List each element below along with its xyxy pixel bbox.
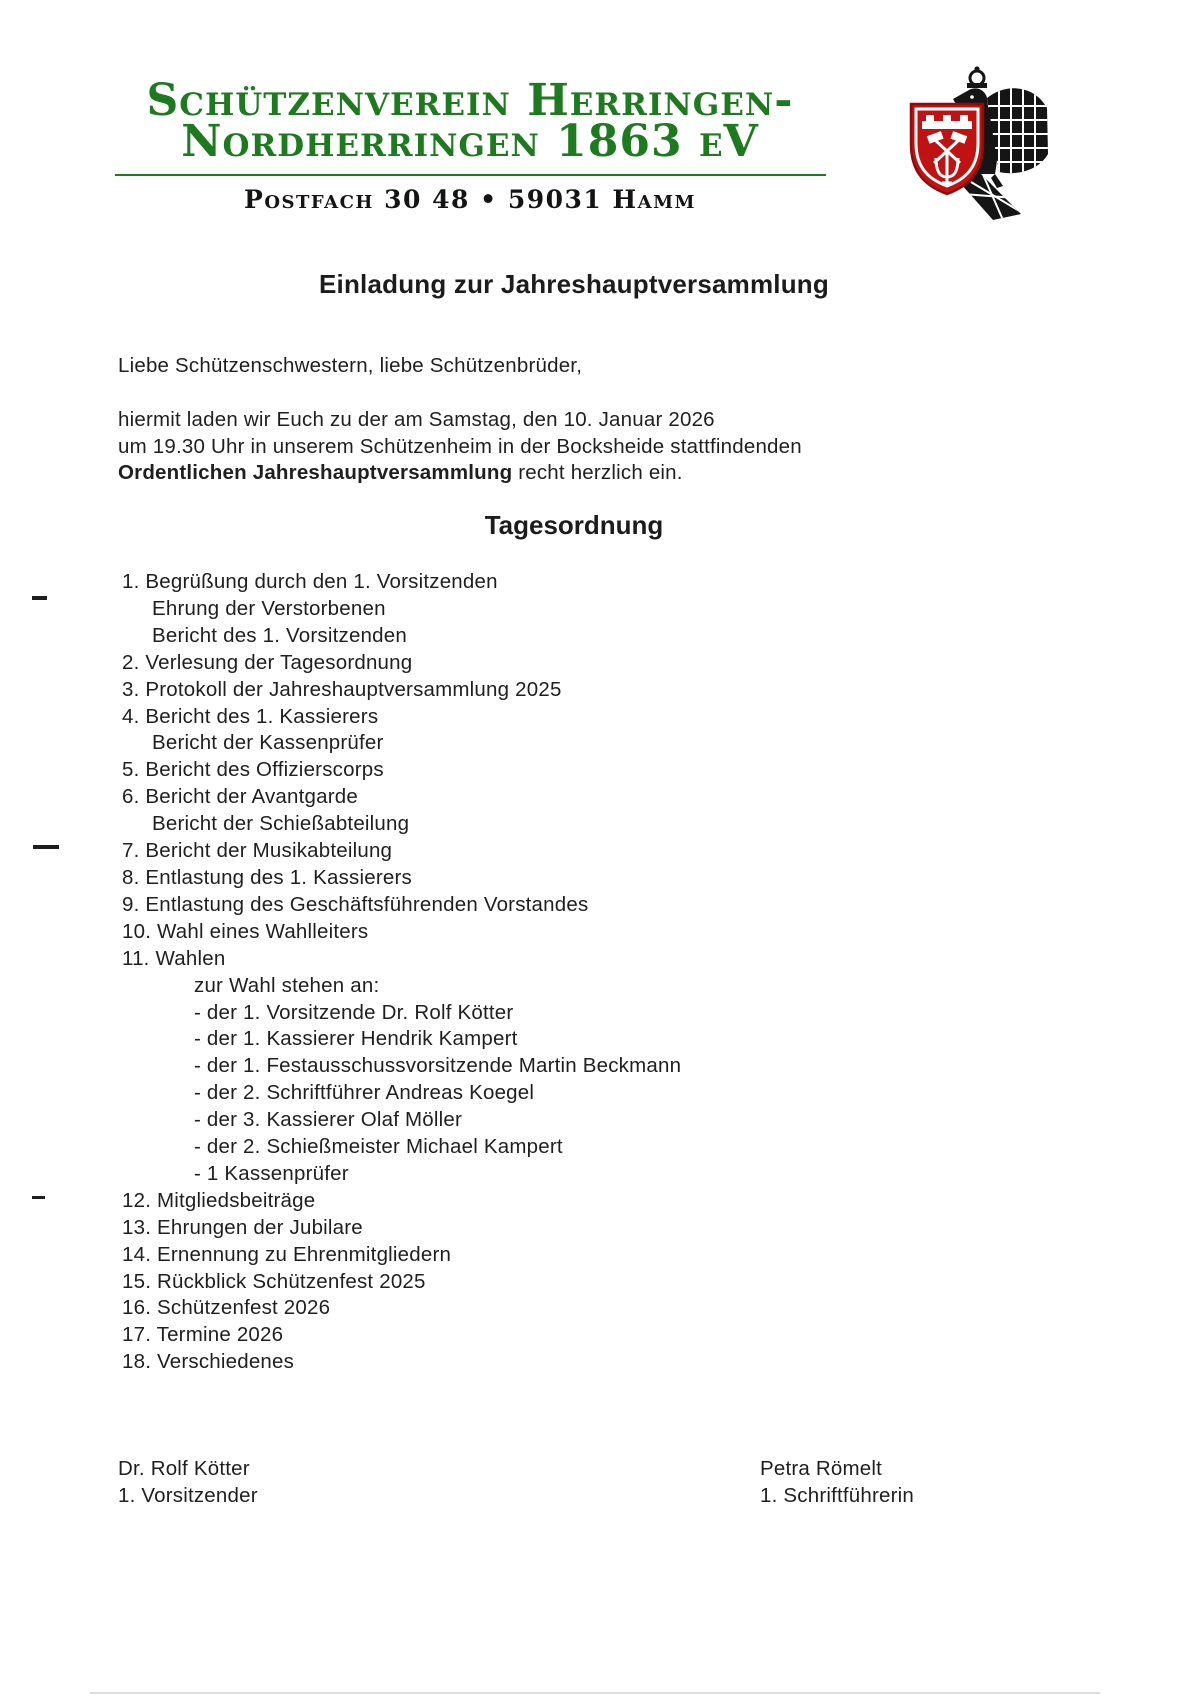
agenda-title: Tagesordnung xyxy=(484,510,664,540)
agenda-item: - der 1. Vorsitzende Dr. Rolf Kötter xyxy=(194,1000,514,1024)
agenda-item: 2. Verlesung der Tagesordnung xyxy=(122,650,413,674)
signature-left-role: 1. Vorsitzender xyxy=(118,1484,258,1507)
agenda-item: - 1 Kassenprüfer xyxy=(194,1161,349,1185)
agenda-item: 8. Entlastung des 1. Kassierers xyxy=(122,865,412,889)
agenda-item: 3. Protokoll der Jahreshauptversammlung 2025 xyxy=(122,677,562,701)
agenda-item: Bericht der Schießabteilung xyxy=(152,812,410,836)
agenda-item: 17. Termine 2026 xyxy=(122,1323,284,1347)
org-address: Postfach 30 48 • 59031 Hamm xyxy=(244,185,696,214)
org-name xyxy=(115,75,825,167)
agenda-item: 15. Rückblick Schützenfest 2025 xyxy=(122,1269,426,1293)
agenda-item: 5. Bericht des Offizierscorps xyxy=(122,758,384,782)
margin-mark xyxy=(32,596,47,600)
agenda-item: zur Wahl stehen an: xyxy=(194,973,380,997)
agenda-item: - der 3. Kassierer Olaf Möller xyxy=(194,1108,463,1132)
agenda-item: - der 2. Schriftführer Andreas Koegel xyxy=(194,1081,535,1105)
agenda-item: Bericht des 1. Vorsitzenden xyxy=(152,623,407,647)
page-title: Einladung zur Jahreshauptversammlung xyxy=(319,269,829,299)
org-name-line2: Nordherringen 1863 eV xyxy=(181,116,759,167)
agenda-item: Ehrung der Verstorbenen xyxy=(152,596,386,620)
agenda-item: 16. Schützenfest 2026 xyxy=(122,1296,331,1320)
agenda-item: 13. Ehrungen der Jubilare xyxy=(122,1215,363,1239)
agenda-list xyxy=(118,569,681,1376)
intro-line2: um 19.30 Uhr in unserem Schützenheim in der Bocksheide stattfindenden xyxy=(118,434,802,458)
agenda-item: - der 2. Schießmeister Michael Kampert xyxy=(194,1135,563,1159)
greeting-line: Liebe Schützenschwestern, liebe Schützenbrüder, xyxy=(118,354,583,377)
signature-left-name: Dr. Rolf Kötter xyxy=(118,1457,250,1480)
margin-mark xyxy=(33,845,59,849)
agenda-item: 12. Mitgliedsbeiträge xyxy=(122,1188,316,1212)
agenda-item: 14. Ernennung zu Ehrenmitgliedern xyxy=(122,1242,452,1266)
agenda-item: Bericht der Kassenprüfer xyxy=(152,731,384,755)
signature-right-role: 1. Schriftführerin xyxy=(760,1484,914,1507)
intro-line1: hiermit laden wir Euch zu der am Samstag, den 10. Januar 2026 xyxy=(118,408,715,431)
header-divider xyxy=(115,174,826,176)
signature-right-name: Petra Römelt xyxy=(760,1457,883,1480)
agenda-item: 1. Begrüßung durch den 1. Vorsitzenden xyxy=(122,570,498,593)
agenda-item: 6. Bericht der Avantgarde xyxy=(122,785,358,809)
agenda-item: - der 1. Festausschussvorsitzende Martin Beckmann xyxy=(194,1054,682,1078)
org-name-line1: Schützenverein Herringen- xyxy=(146,75,794,126)
agenda-item: 4. Bericht des 1. Kassierers xyxy=(122,704,379,728)
signature-left xyxy=(118,1455,258,1509)
intro-line3-rest: recht herzlich ein. xyxy=(512,461,683,484)
club-crest-logo xyxy=(903,66,1051,222)
intro-paragraph xyxy=(118,407,802,487)
intro-line3 xyxy=(118,460,802,487)
margin-mark xyxy=(32,1196,45,1199)
intro-line3-bold: Ordentlichen Jahreshauptversammlung xyxy=(118,461,513,484)
agenda-item: - der 1. Kassierer Hendrik Kampert xyxy=(194,1027,518,1051)
agenda-item: 9. Entlastung des Geschäftsführenden Vorstandes xyxy=(122,892,589,916)
agenda-item: 18. Verschiedenes xyxy=(122,1350,295,1374)
agenda-item: 7. Bericht der Musikabteilung xyxy=(122,839,393,863)
signature-right xyxy=(760,1455,914,1509)
agenda-item: 10. Wahl eines Wahlleiters xyxy=(122,919,369,943)
scan-edge-line xyxy=(90,1692,1100,1694)
agenda-item: 11. Wahlen xyxy=(122,946,226,970)
